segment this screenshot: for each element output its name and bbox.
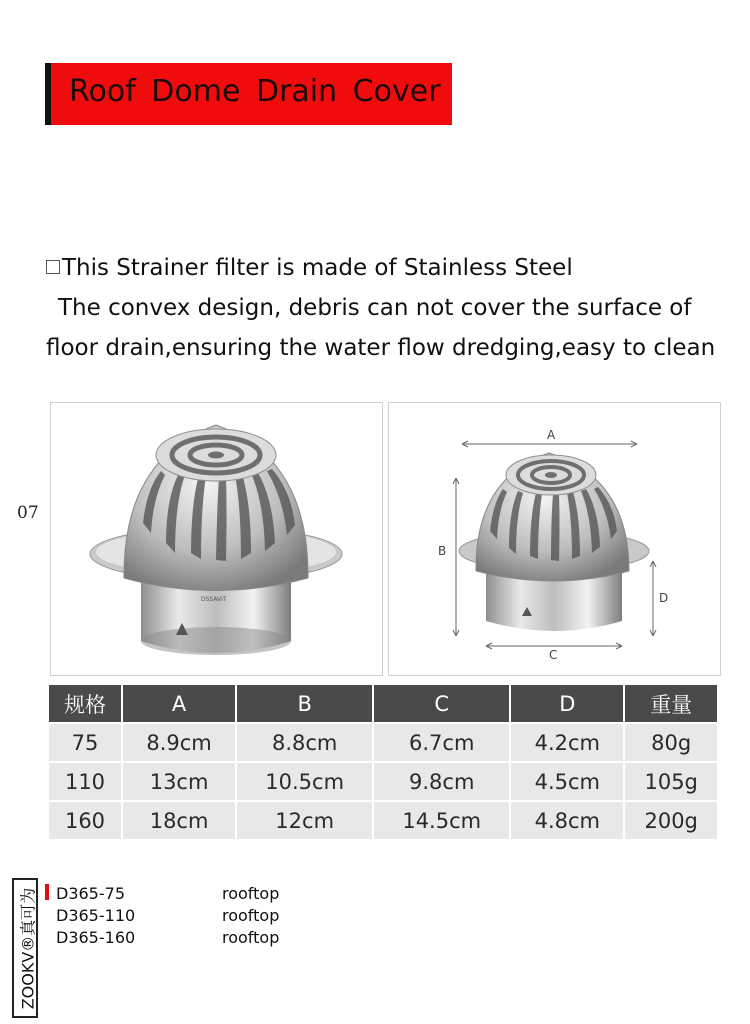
brand-logo: [12, 878, 38, 1018]
checkbox-glyph-icon: [46, 260, 60, 274]
header-weight: 重量: [625, 685, 717, 722]
list-item: [56, 883, 279, 905]
drain-cover-photo: [51, 403, 382, 675]
dimension-label-d: D: [659, 591, 669, 605]
list-item: [56, 905, 279, 927]
side-number: 07: [17, 503, 39, 523]
dimension-label-c: C: [549, 648, 558, 662]
accent-bar: [45, 884, 49, 900]
model-code: D365-75: [56, 884, 125, 903]
table-cell: 13cm: [123, 763, 235, 800]
dimension-diagram-frame: [388, 402, 721, 676]
table-cell: 4.5cm: [511, 763, 623, 800]
table-row: [49, 763, 717, 800]
product-description: [46, 248, 736, 368]
model-code: D365-160: [56, 928, 136, 947]
table-cell: 105g: [625, 763, 717, 800]
table-cell: 4.2cm: [511, 724, 623, 761]
dimension-diagram: [389, 403, 720, 675]
model-use: rooftop: [222, 884, 280, 903]
table-cell: 18cm: [123, 802, 235, 839]
description-line-1: This Strainer filter is made of Stainless Steel: [62, 255, 573, 281]
header-spec: 规格: [49, 685, 121, 722]
table-cell: 110: [49, 763, 121, 800]
table-cell: 4.8cm: [511, 802, 623, 839]
table-cell: 8.8cm: [237, 724, 372, 761]
table-cell: 12cm: [237, 802, 372, 839]
header-d: D: [511, 685, 623, 722]
table-row: [49, 724, 717, 761]
table-cell: 14.5cm: [374, 802, 509, 839]
table-cell: 160: [49, 802, 121, 839]
table-cell: 8.9cm: [123, 724, 235, 761]
product-photo-frame: [50, 402, 383, 676]
table-cell: 80g: [625, 724, 717, 761]
table-row: [49, 802, 717, 839]
brand-logo-text: ZOOKV®真可为: [18, 887, 38, 1010]
dimension-label-b: B: [438, 544, 447, 558]
title-banner: [45, 63, 452, 125]
header-a: A: [123, 685, 235, 722]
table-cell: 9.8cm: [374, 763, 509, 800]
table-cell: 75: [49, 724, 121, 761]
header-b: B: [237, 685, 372, 722]
table-header-row: [49, 685, 717, 722]
list-item: [56, 927, 279, 949]
model-code: D365-110: [56, 906, 136, 925]
table-cell: 10.5cm: [237, 763, 372, 800]
dimension-label-a: A: [547, 428, 556, 442]
engraving-label: DSSAVIT: [201, 596, 227, 603]
description-line-3: floor drain,ensuring the water flow dredging,easy to clean: [46, 335, 716, 361]
table-cell: 6.7cm: [374, 724, 509, 761]
model-use: rooftop: [222, 906, 280, 925]
page-title: Roof Dome Drain Cover: [69, 74, 441, 109]
spec-table: [47, 683, 719, 841]
description-line-2: The convex design, debris can not cover the surface of: [58, 295, 692, 321]
model-use: rooftop: [222, 928, 280, 947]
header-c: C: [374, 685, 509, 722]
model-list: [56, 883, 279, 949]
table-cell: 200g: [625, 802, 717, 839]
